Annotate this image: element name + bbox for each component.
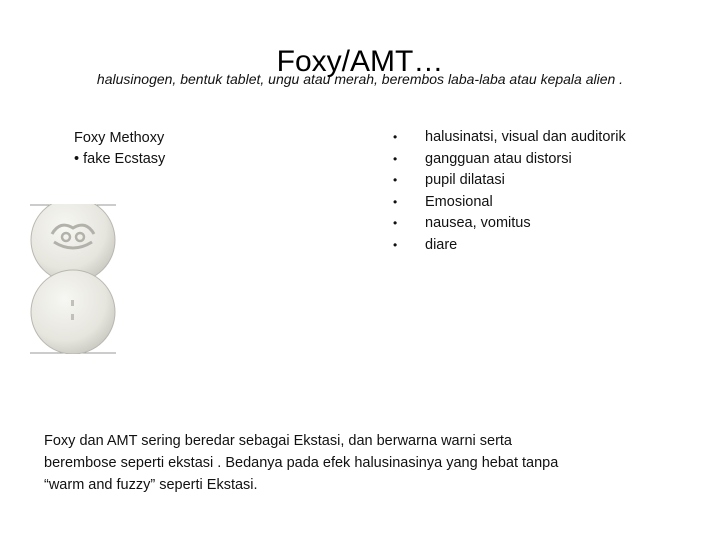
effect-text: diare — [425, 236, 458, 253]
bullet-marker: • — [393, 130, 398, 144]
effect-text: gangguan atau distorsi — [425, 150, 572, 167]
footer-paragraph — [44, 430, 684, 496]
bullet-marker: • — [393, 237, 398, 252]
footer-line: “warm and fuzzy” seperti Ekstasi. — [44, 477, 258, 493]
slide-subtitle: halusinogen, bentuk tablet, ungu atau merah, berembos laba-laba atau kepala alien . — [96, 71, 624, 87]
bullet-marker: • — [393, 151, 398, 166]
effect-text: pupil dilatasi — [425, 172, 505, 189]
tablet-back-image — [31, 270, 115, 354]
list-item — [390, 127, 626, 149]
list-item — [390, 235, 626, 257]
bullet-marker: • — [393, 216, 398, 231]
slide-title: Foxy/AMT… — [276, 45, 444, 79]
effects-list — [390, 127, 626, 257]
effect-text: Emosional — [425, 193, 493, 210]
footer-line: Foxy dan AMT sering beredar sebagai Ekstasi, dan berwarna warni serta — [44, 433, 513, 449]
tablet-photo — [30, 204, 116, 354]
footer-line: berembose seperti ekstasi . Bedanya pada efek halusinasinya yang hebat tanpa — [44, 455, 559, 471]
drug-name-note — [74, 128, 165, 170]
list-item — [390, 149, 626, 171]
bullet-marker: • — [393, 194, 398, 209]
list-item — [390, 192, 626, 214]
list-item — [390, 170, 626, 192]
bullet-marker: • — [393, 173, 398, 188]
effect-text: nausea, vomitus — [425, 215, 531, 232]
effect-text: halusinatsi, visual dan auditorik — [425, 129, 626, 145]
drug-alias-line: • fake Ecstasy — [74, 151, 166, 167]
list-item — [390, 213, 626, 235]
drug-name-line: Foxy Methoxy — [74, 130, 165, 146]
